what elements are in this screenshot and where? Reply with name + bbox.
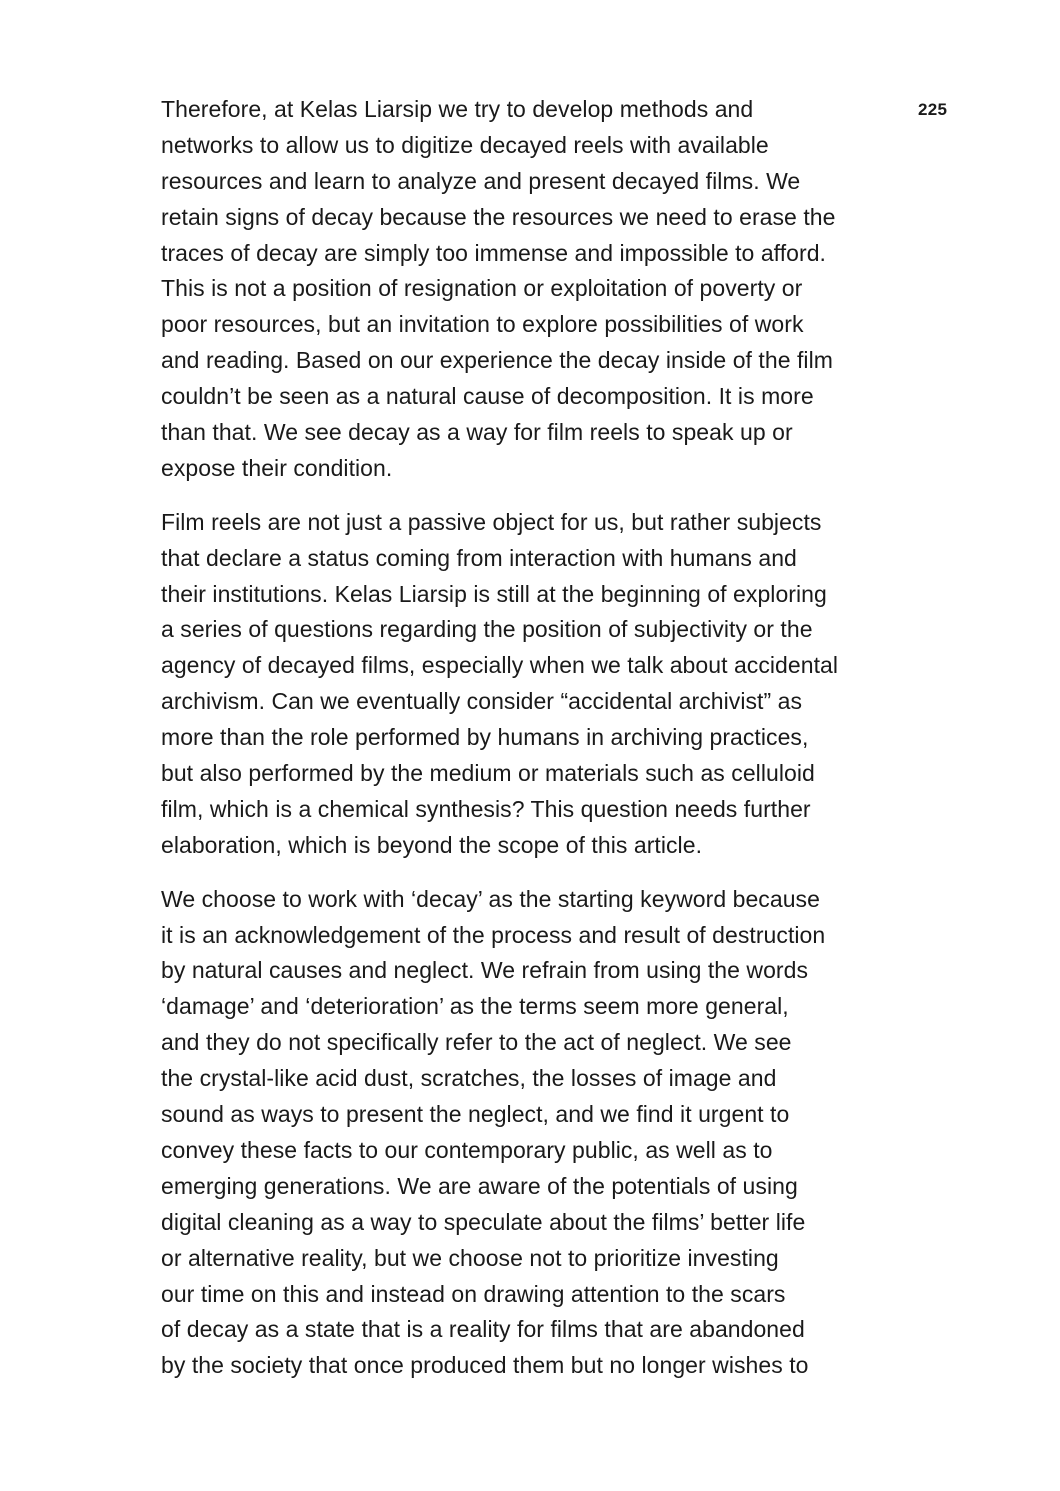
text-line: couldn’t be seen as a natural cause of decomposition. It is more xyxy=(161,383,814,410)
text-line: elaboration, which is beyond the scope of this article. xyxy=(161,831,703,858)
text-line: poor resources, but an invitation to explore possibilities of work xyxy=(161,311,804,338)
text-line: digital cleaning as a way to speculate about the films’ better life xyxy=(161,1208,806,1235)
text-line: than that. We see decay as a way for film reels to speak up or xyxy=(161,419,793,446)
text-line: retain signs of decay because the resources we need to erase the xyxy=(161,203,836,230)
text-line: sound as ways to present the neglect, and we find it urgent to xyxy=(161,1101,790,1128)
text-line: the crystal-like acid dust, scratches, the losses of image and xyxy=(161,1065,777,1092)
text-line: our time on this and instead on drawing attention to the scars xyxy=(161,1280,786,1307)
text-line: emerging generations. We are aware of the potentials of using xyxy=(161,1172,798,1199)
text-line: expose their condition. xyxy=(161,454,393,481)
text-line: that declare a status coming from interaction with humans and xyxy=(161,544,797,571)
text-line: it is an acknowledgement of the process and result of destruction xyxy=(161,921,826,948)
paragraph xyxy=(161,505,838,864)
text-line: resources and learn to analyze and present decayed films. We xyxy=(161,167,801,194)
text-line: Therefore, at Kelas Liarsip we try to develop methods and xyxy=(161,96,754,122)
text-line: This is not a position of resignation or exploitation of poverty or xyxy=(161,275,803,302)
text-line: convey these facts to our contemporary public, as well as to xyxy=(161,1136,773,1163)
text-line: but also performed by the medium or materials such as celluloid xyxy=(161,760,815,787)
text-line: archivism. Can we eventually consider “accidental archivist” as xyxy=(161,688,803,715)
text-line: Film reels are not just a passive object for us, but rather subjects xyxy=(161,508,822,535)
text-line: traces of decay are simply too immense and impossible to afford. xyxy=(161,239,826,266)
body-text xyxy=(161,92,838,1402)
text-line: more than the role performed by humans in archiving practices, xyxy=(161,724,809,751)
paragraph xyxy=(161,92,838,487)
text-line: by the society that once produced them but no longer wishes to xyxy=(161,1352,809,1379)
text-line: or alternative reality, but we choose not to prioritize investing xyxy=(161,1244,779,1271)
text-line: agency of decayed films, especially when we talk about accidental xyxy=(161,652,839,679)
text-line: a series of questions regarding the position of subjectivity or the xyxy=(161,616,813,643)
page-number: 225 xyxy=(918,100,948,119)
text-line: film, which is a chemical synthesis? This question needs further xyxy=(161,795,811,822)
text-line: their institutions. Kelas Liarsip is still at the beginning of exploring xyxy=(161,580,827,607)
paragraph xyxy=(161,882,838,1384)
text-line: and they do not specifically refer to the act of neglect. We see xyxy=(161,1029,792,1056)
text-line: We choose to work with ‘decay’ as the starting keyword because xyxy=(161,885,820,912)
text-line: networks to allow us to digitize decayed reels with available xyxy=(161,131,769,158)
text-line: ‘damage’ and ‘deterioration’ as the terms seem more general, xyxy=(161,993,789,1020)
text-line: by natural causes and neglect. We refrain from using the words xyxy=(161,957,809,984)
text-line: of decay as a state that is a reality for films that are abandoned xyxy=(161,1316,805,1343)
text-line: and reading. Based on our experience the decay inside of the film xyxy=(161,347,833,374)
